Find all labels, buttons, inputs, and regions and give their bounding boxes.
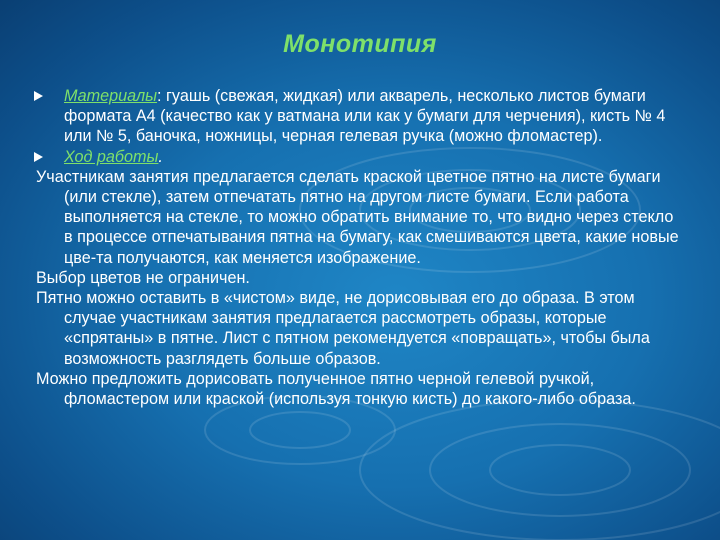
process-item [36, 147, 686, 167]
paragraph-instructions: Участникам занятия предлагается сделать краской цветное пятно на листе бумаги (или стекле), затем отпечатать пятно на другом листе бумаги. Если работа выполняется на стекле, то можно обратить внимание то, что видно через стекло в процессе отпечатывания пятна на бумагу, как смешиваются цвета, какие новые цве-та получаются, как меняется изображение. [36, 167, 679, 267]
slide-body [36, 86, 686, 409]
materials-item [36, 86, 686, 147]
paragraph-drawing: Можно предложить дорисовать полученное пятно черной гелевой ручкой, фломастером или краской (используя тонкую кисть) до какого-либо образа. [36, 369, 636, 409]
materials-text: : гуашь (свежая, жидкая) или акварель, несколько листов бумаги формата А4 (качество как у ватмана или как у бумаги для черчения), кисть № 4 или № 5, баночка, ножницы, черная гелевая ручка (можно фломастер). [64, 87, 666, 146]
arrow-bullet-icon [34, 152, 43, 162]
arrow-bullet-icon [34, 91, 43, 101]
materials-heading: Материалы [64, 87, 158, 105]
process-heading: Ход работы [64, 147, 159, 166]
paragraph-colors: Выбор цветов не ограничен. [36, 268, 250, 287]
process-heading-tail: . [158, 147, 163, 166]
slide-title: Монотипия [283, 30, 437, 58]
paragraph-pure-spot: Пятно можно оставить в «чистом» виде, не дорисовывая его до образа. В этом случае участникам занятия предлагается рассмотреть образы, которые «спрятаны» в пятне. Лист с пятном рекомендуется «повращать», чтобы была возможность разглядеть больше образов. [36, 289, 650, 368]
